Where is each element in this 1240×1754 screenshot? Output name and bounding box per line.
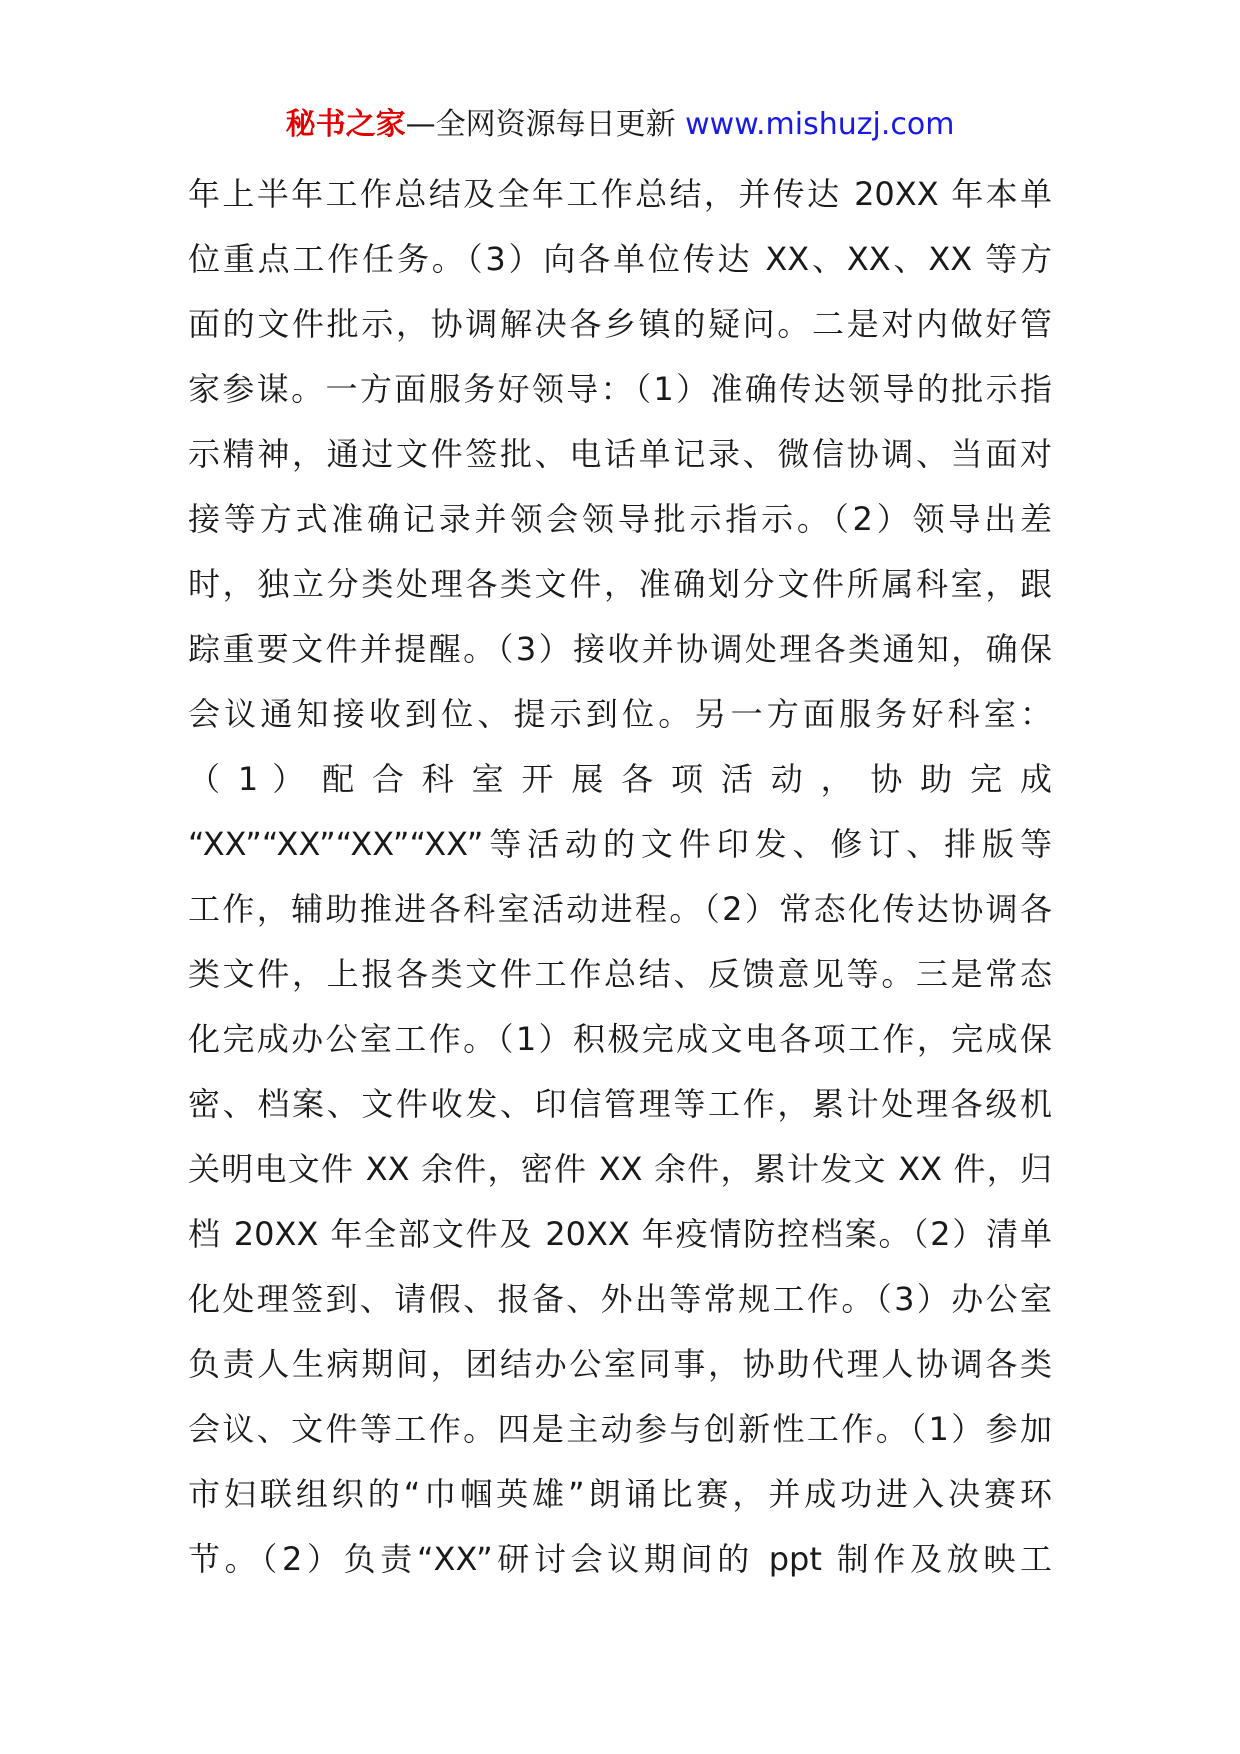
page-header [0, 100, 1240, 150]
body-line: 示精神，通过文件签批、电话单记录、微信协调、当面对 [188, 435, 1052, 473]
body-line: 接等方式准确记录并领会领导批示指示。（2）领导出差 [188, 500, 1052, 538]
body-line: 踪重要文件并提醒。（3）接收并协调处理各类通知，确保 [188, 630, 1052, 668]
body-line: 市妇联组织的“巾帼英雄”朗诵比赛，并成功进入决赛环 [188, 1475, 1052, 1513]
body-line: 会议、文件等工作。四是主动参与创新性工作。（1）参加 [188, 1410, 1052, 1448]
body-line: 家参谋。一方面服务好领导：（1）准确传达领导的批示指 [188, 370, 1052, 408]
body-line: 时，独立分类处理各类文件，准确划分文件所属科室，跟 [188, 565, 1052, 603]
body-line: 密、档案、文件收发、印信管理等工作，累计处理各级机 [188, 1085, 1052, 1123]
body-line: 会议通知接收到位、提示到位。另一方面服务好科室： [188, 695, 1052, 733]
body-line: 位重点工作任务。（3）向各单位传达 XX、XX、XX 等方 [188, 240, 1052, 278]
website-link[interactable]: www.mishuzj.com [685, 107, 955, 142]
header-tagline: —全网资源每日更新 [405, 107, 676, 142]
body-line: 化完成办公室工作。（1）积极完成文电各项工作，完成保 [188, 1020, 1052, 1058]
body-line: 节。（2）负责“XX”研讨会议期间的 ppt 制作及放映工 [188, 1540, 1052, 1578]
body-line: 档 20XX 年全部文件及 20XX 年疫情防控档案。（2）清单 [188, 1215, 1052, 1253]
brand-name: 秘书之家 [285, 107, 406, 142]
body-line: 负责人生病期间，团结办公室同事，协助代理人协调各类 [188, 1345, 1052, 1383]
body-line: 年上半年工作总结及全年工作总结，并传达 20XX 年本单 [188, 175, 1052, 213]
body-line: 工作，辅助推进各科室活动进程。（2）常态化传达协调各 [188, 890, 1052, 928]
body-line: 类文件，上报各类文件工作总结、反馈意见等。三是常态 [188, 955, 1052, 993]
document-body [188, 162, 1052, 1592]
body-line: （ 1 ） 配 合 科 室 开 展 各 项 活 动 ， 协 助 完 成 [188, 760, 1052, 798]
body-line: “XX”“XX”“XX”“XX”等活动的文件印发、修订、排版等 [188, 825, 1052, 863]
body-line: 关明电文件 XX 余件，密件 XX 余件，累计发文 XX 件，归 [188, 1150, 1052, 1188]
body-line: 面的文件批示，协调解决各乡镇的疑问。二是对内做好管 [188, 305, 1052, 343]
body-line: 化处理签到、请假、报备、外出等常规工作。（3）办公室 [188, 1280, 1052, 1318]
